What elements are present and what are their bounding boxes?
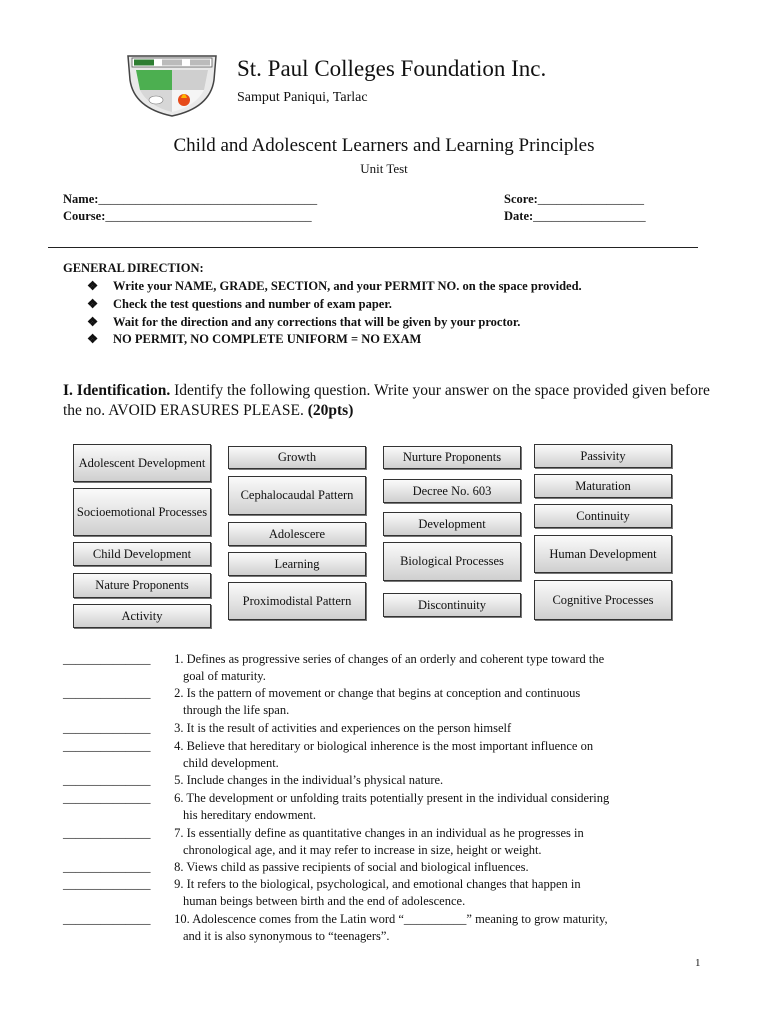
word-bank-item: Nature Proponents <box>73 573 211 598</box>
question-item: ______________ 2. Is the pattern of movement or change that begins at conception and continuous through the life span. <box>63 686 581 717</box>
school-seal-logo <box>124 50 220 118</box>
direction-item: ❖ Check the test questions and number of exam paper. <box>87 297 392 311</box>
date-field[interactable] <box>504 209 646 224</box>
answer-blank[interactable]: ______________ <box>63 791 151 805</box>
word-bank-item: Proximodistal Pattern <box>228 582 366 620</box>
score-line[interactable]: _________________ <box>537 192 645 206</box>
word-bank-item: Maturation <box>534 474 672 498</box>
direction-item: ❖ Write your NAME, GRADE, SECTION, and your PERMIT NO. on the space provided. <box>87 279 582 293</box>
answer-blank[interactable]: ______________ <box>63 721 151 735</box>
word-bank-item: Adolescent Development <box>73 444 211 482</box>
word-bank-item: Socioemotional Processes <box>73 488 211 536</box>
section-instructions <box>63 381 713 421</box>
test-subtitle: Unit Test <box>360 161 408 176</box>
word-bank-item: Child Development <box>73 542 211 566</box>
word-bank-item: Passivity <box>534 444 672 468</box>
school-address: Samput Paniqui, Tarlac <box>237 90 368 105</box>
question-item: ______________ 4. Believe that hereditary or biological inherence is the most important influence on child development. <box>63 739 594 770</box>
word-bank-item: Human Development <box>534 535 672 573</box>
word-bank-item: Decree No. 603 <box>383 479 521 503</box>
name-field[interactable] <box>63 192 317 207</box>
answer-blank[interactable]: ______________ <box>63 686 151 700</box>
course-line[interactable]: _________________________________ <box>105 209 312 223</box>
question-item: ______________ 8. Views child as passive recipients of social and biological influences. <box>63 860 529 874</box>
answer-blank[interactable]: ______________ <box>63 877 151 891</box>
test-title: Child and Adolescent Learners and Learning Principles <box>173 135 595 156</box>
answer-blank[interactable]: ______________ <box>63 652 151 666</box>
answer-blank[interactable]: ______________ <box>63 912 151 926</box>
word-bank-item: Learning <box>228 552 366 576</box>
direction-item: ❖ NO PERMIT, NO COMPLETE UNIFORM = NO EXAM <box>87 332 422 346</box>
answer-blank[interactable]: ______________ <box>63 860 151 874</box>
score-field[interactable] <box>504 192 644 207</box>
diamond-bullet-icon: ❖ <box>87 332 99 346</box>
direction-item: ❖ Wait for the direction and any corrections that will be given by your proctor. <box>87 315 521 329</box>
school-name: St. Paul Colleges Foundation Inc. <box>237 56 547 81</box>
word-bank-item: Adolescere <box>228 522 366 546</box>
score-label: Score: <box>504 192 538 206</box>
answer-blank[interactable]: ______________ <box>63 739 151 753</box>
section-label: I. Identification. <box>63 382 171 399</box>
name-label: Name: <box>63 192 99 206</box>
section-points: (20pts) <box>307 402 354 419</box>
date-line[interactable]: __________________ <box>533 209 646 223</box>
section-instruction-text: Identify the following question. Write your answer on the space provided given before the no. AVOID ERASURES PLEASE. <box>63 382 710 419</box>
question-item: ______________ 6. The development or unfolding traits potentially present in the individual considering his hereditary endowment. <box>63 791 610 822</box>
page-number: 1 <box>695 957 701 969</box>
course-label: Course: <box>63 209 106 223</box>
word-bank-item: Development <box>383 512 521 536</box>
question-item: ______________ 5. Include changes in the individual’s physical nature. <box>63 773 444 787</box>
general-direction-heading: GENERAL DIRECTION: <box>63 261 204 275</box>
course-field[interactable] <box>63 209 312 224</box>
word-bank-item: Biological Processes <box>383 542 521 581</box>
question-item: ______________ 7. Is essentially define as quantitative changes in an individual as he progresses in chronological age, and it may refer to increase in size, height or weight. <box>63 826 584 857</box>
answer-blank[interactable]: ______________ <box>63 773 151 787</box>
word-bank-item: Cephalocaudal Pattern <box>228 476 366 515</box>
diamond-bullet-icon: ❖ <box>87 279 99 293</box>
question-item: ______________ 3. It is the result of activities and experiences on the person himself <box>63 721 512 735</box>
date-label: Date: <box>504 209 534 223</box>
question-item: ______________ 10. Adolescence comes from the Latin word “__________” meaning to grow maturity, and it is also synonymous to “teenagers”. <box>63 912 608 943</box>
word-bank-item: Activity <box>73 604 211 628</box>
diamond-bullet-icon: ❖ <box>87 297 99 311</box>
question-item: ______________ 9. It refers to the biological, psychological, and emotional changes that happen in human beings between birth and the end of adolescence. <box>63 877 581 908</box>
answer-blank[interactable]: ______________ <box>63 826 151 840</box>
question-item: ______________ 1. Defines as progressive series of changes of an orderly and coherent type toward the goal of maturity. <box>63 652 605 683</box>
word-bank-item: Continuity <box>534 504 672 528</box>
word-bank-item: Cognitive Processes <box>534 580 672 620</box>
word-bank-item: Growth <box>228 446 366 469</box>
header-divider <box>48 247 698 248</box>
word-bank-item: Discontinuity <box>383 593 521 617</box>
diamond-bullet-icon: ❖ <box>87 315 99 329</box>
word-bank-item: Nurture Proponents <box>383 446 521 469</box>
name-line[interactable]: ___________________________________ <box>98 192 318 206</box>
